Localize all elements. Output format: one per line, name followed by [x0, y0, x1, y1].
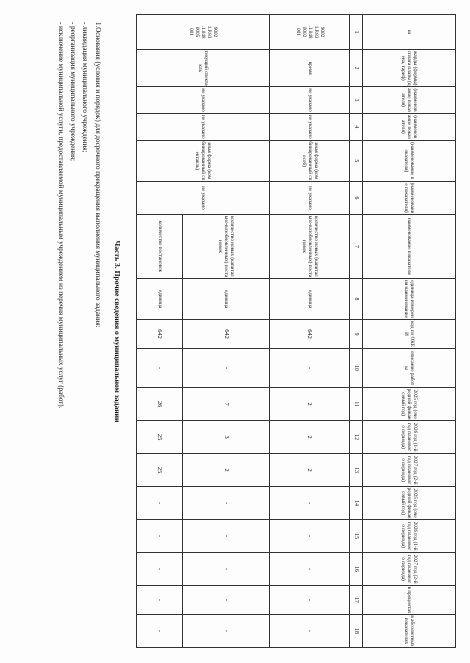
table-cell: не указано	[137, 181, 270, 214]
column-number: 12	[350, 421, 363, 454]
column-number: 6	[350, 181, 363, 214]
table-cell: -	[270, 348, 350, 387]
paragraph: 1.Основания (условия и порядок) для досрочного прекращения выполнения муниципального задания:	[94, 22, 102, 328]
table-cell: 25	[137, 421, 183, 454]
column-number: 17	[350, 586, 363, 615]
table-cell: -	[270, 553, 350, 586]
column-number: 13	[350, 454, 363, 487]
registry-code: 9002 1.Р.83 .1.048 0002 001	[270, 15, 350, 50]
table-cell: 642	[270, 320, 350, 349]
table-cell: единица	[137, 278, 183, 319]
header-cell: (наименование показателя)	[363, 181, 456, 214]
table-cell: единица	[183, 278, 270, 319]
table-cell: -	[183, 586, 270, 615]
table-cell: -	[137, 614, 183, 647]
table-cell: иная форма (комбинированный спектакль)	[137, 140, 270, 181]
table-cell: 26	[137, 388, 183, 421]
header-cell: в абсолютных показателях	[363, 614, 456, 647]
header-cell: (наименование показателя)	[363, 113, 456, 140]
table-cell: количество постановок	[137, 214, 183, 278]
column-number: 3	[350, 87, 363, 114]
column-number: 15	[350, 520, 363, 553]
table-cell: -	[270, 614, 350, 647]
table-cell: не указано	[270, 87, 350, 114]
table-cell: -	[137, 348, 183, 387]
header-cell: в процентах	[363, 586, 456, 615]
table-cell: -	[137, 586, 183, 615]
header-cell: единица измерения наименование	[363, 278, 456, 319]
table-cell: единица	[270, 278, 350, 319]
table-cell: не указано	[270, 113, 350, 140]
header-cell: (наименование показателя)	[363, 87, 456, 114]
column-number: 8	[350, 278, 363, 319]
header-cell: 2026 год (1-й год планового периода)	[363, 421, 456, 454]
table-row	[270, 15, 350, 648]
column-number: 7	[350, 214, 363, 278]
table-cell: 2	[270, 421, 350, 454]
header-cell: 2025 год (очередной финансовый год)	[363, 388, 456, 421]
column-number: 14	[350, 487, 363, 520]
header-cell: ш	[363, 15, 456, 50]
paragraph: - ликвидация муниципального учреждения;	[81, 22, 89, 153]
column-number: 2	[350, 50, 363, 87]
table-cell: 642	[183, 320, 270, 349]
table-cell: текущий спектакль	[137, 50, 270, 87]
table-cell: 25	[137, 454, 183, 487]
header-cell: жарды (формы) сплата платы (цена, тариф)	[363, 50, 456, 87]
table-cell: 2	[270, 454, 350, 487]
paragraph: - реорганизация муниципального учреждения;	[69, 22, 77, 161]
column-number: 18	[350, 614, 363, 647]
column-number: 1	[350, 15, 363, 50]
column-number-row	[350, 15, 363, 648]
table-cell: 3	[183, 421, 270, 454]
table-row	[183, 15, 270, 648]
table-cell: -	[270, 487, 350, 520]
table-cell: -	[270, 586, 350, 615]
header-cell: 2025 год (очередной финансовый год)	[363, 487, 456, 520]
registry-code: 9002 1.Р.83 .1.048 0005 001	[137, 15, 270, 50]
table-cell: не указано	[137, 113, 270, 140]
table-cell: -	[270, 520, 350, 553]
table-cell: -	[137, 487, 183, 520]
table-cell: 642	[137, 320, 183, 349]
table-cell: 7	[183, 388, 270, 421]
column-number: 5	[350, 140, 363, 181]
header-cell: описание работы	[363, 348, 456, 387]
table-cell: -	[137, 553, 183, 586]
table-cell: не указано	[137, 87, 270, 114]
table-header-row	[363, 15, 456, 648]
column-number: 16	[350, 553, 363, 586]
work-indicators-table	[136, 14, 456, 648]
table-cell: -	[183, 520, 270, 553]
table-cell: -	[137, 520, 183, 553]
table-cell: 2	[270, 388, 350, 421]
part-title: Часть 3. Прочие сведения о муниципальном задании	[113, 240, 122, 423]
table-cell: иная форма (комбинированный способ)	[270, 140, 350, 181]
table-cell: 2	[183, 454, 270, 487]
table-cell: -	[183, 614, 270, 647]
table-cell: количество новых (капитально-возобновленных) постановок	[183, 214, 270, 278]
paragraph: - исключение муниципальной услуги, предоставляемой муниципальным учреждением из перечня муниципальных услуг (работ).	[57, 22, 65, 409]
header-cell: (наименование показателя)	[363, 140, 456, 181]
table-cell: -	[183, 553, 270, 586]
header-cell: код по ОКЕИ	[363, 320, 456, 349]
column-number: 10	[350, 348, 363, 387]
column-number: 11	[350, 388, 363, 421]
header-cell: 2027 год (2-й год планового периода)	[363, 454, 456, 487]
header-cell: наименование показателя	[363, 214, 456, 278]
table-cell: -	[183, 487, 270, 520]
table-cell: -	[183, 348, 270, 387]
table-cell: время	[270, 50, 350, 87]
table-cell: количество новых (капитально-возобновленных) постановок	[270, 214, 350, 278]
table-cell: не указано	[270, 181, 350, 214]
header-cell: 2027 год (2-й год планового периода)	[363, 553, 456, 586]
column-number: 9	[350, 320, 363, 349]
column-number: 4	[350, 113, 363, 140]
header-cell: 2026 год (1-й год планового периода)	[363, 520, 456, 553]
